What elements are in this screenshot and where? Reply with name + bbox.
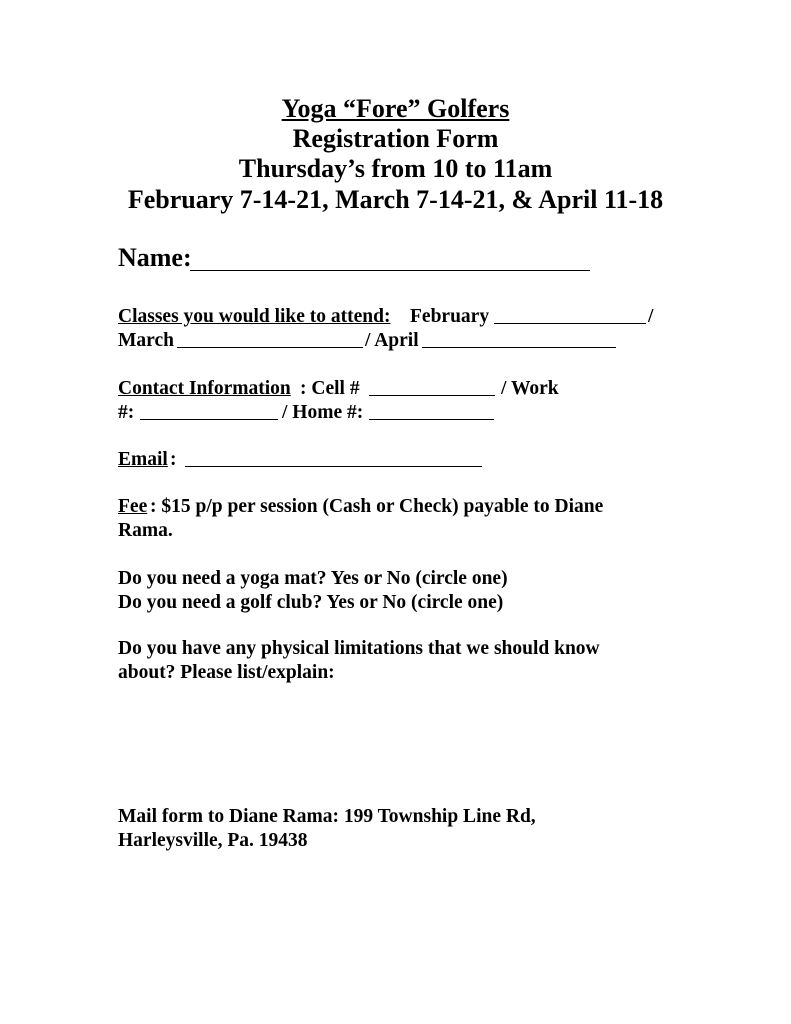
fee-text-line1: : $15 p/p per session (Cash or Check) payable to Diane: [150, 496, 604, 517]
form-subtitle: Registration Form: [292, 124, 499, 153]
cell-label: : Cell #: [300, 378, 360, 399]
march-field[interactable]: [177, 328, 363, 348]
dates-text: February 7-14-21, March 7-14-21, & April 11-18: [127, 185, 664, 214]
work-field[interactable]: [140, 400, 278, 420]
form-title: Yoga “Fore” Golfers: [281, 94, 510, 123]
schedule-text: Thursday’s from 10 to 11am: [238, 154, 553, 183]
mail-address-line2: Harleysville, Pa. 19438: [118, 830, 308, 851]
work-hash-label: #:: [118, 402, 135, 423]
email-label: Email: [118, 449, 168, 470]
email-colon: :: [170, 449, 177, 470]
february-field[interactable]: [494, 304, 646, 324]
home-label: / Home #:: [282, 402, 364, 423]
classes-label: Classes you would like to attend:: [118, 306, 391, 327]
email-field[interactable]: [185, 447, 482, 467]
work-label: / Work: [501, 378, 559, 399]
golf-club-question: Do you need a golf club? Yes or No (circle one): [118, 592, 504, 613]
name-field[interactable]: [190, 246, 590, 271]
february-label: February: [410, 306, 490, 327]
fee-text-line2: Rama.: [118, 520, 173, 541]
mail-address-line1: Mail form to Diane Rama: 199 Township Line Rd,: [118, 806, 536, 827]
april-field[interactable]: [422, 328, 616, 348]
yoga-mat-question: Do you need a yoga mat? Yes or No (circle one): [118, 568, 508, 589]
name-label: Name:: [118, 243, 192, 272]
home-field[interactable]: [369, 400, 494, 420]
cell-field[interactable]: [369, 376, 495, 396]
classes-slash: /: [648, 306, 654, 327]
limitations-question-line2: about? Please list/explain:: [118, 662, 335, 683]
april-label: / April: [365, 330, 419, 351]
march-label: March: [118, 330, 174, 351]
fee-label: Fee: [118, 496, 148, 517]
contact-label: Contact Information: [118, 378, 291, 399]
limitations-question-line1: Do you have any physical limitations that we should know: [118, 638, 600, 659]
